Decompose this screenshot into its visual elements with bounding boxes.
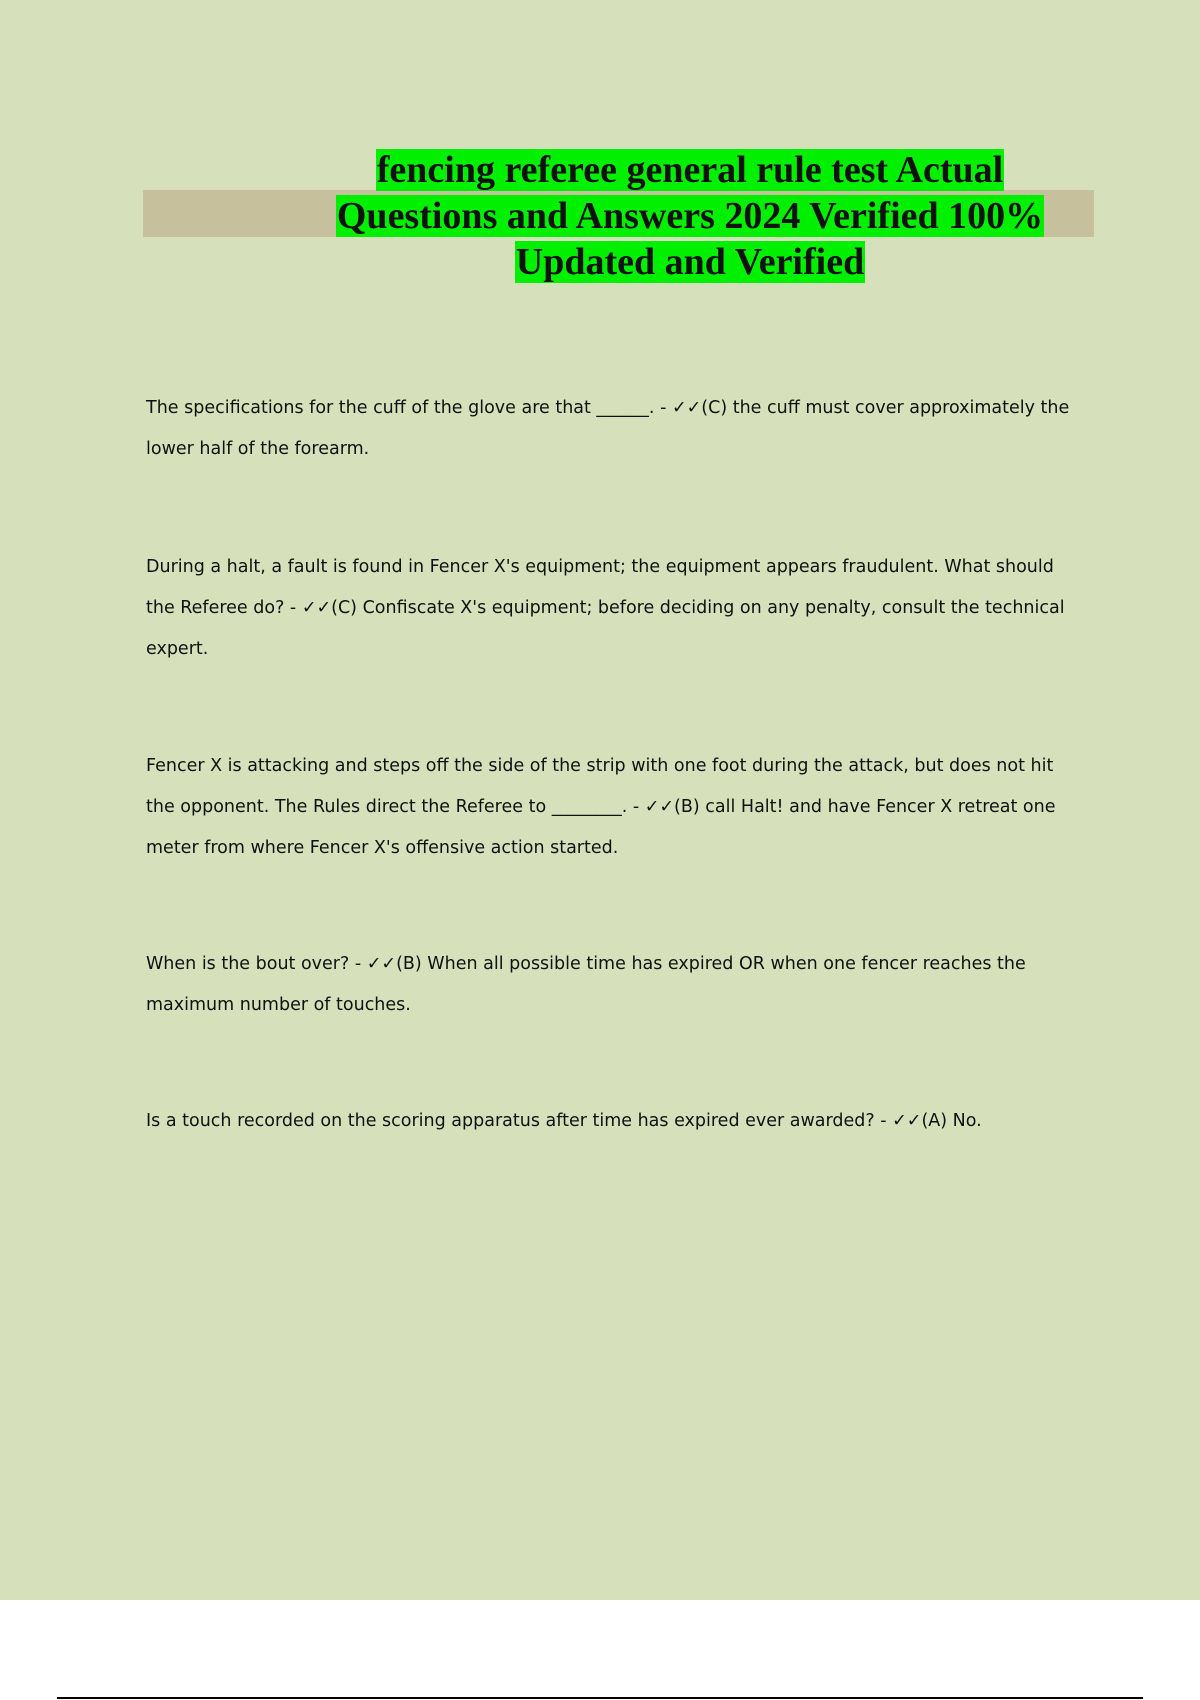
document-title-text: fencing referee general rule test Actual Questions and Answers 2024 Verified 100% Updated and Verified	[336, 149, 1044, 283]
qa-separator: -	[284, 598, 302, 618]
qa-item-2	[146, 547, 1086, 670]
qa-item-3	[146, 746, 1086, 869]
qa-item-5	[146, 1101, 1086, 1142]
question-text: Is a touch recorded on the scoring apparatus after time has expired ever awarded?	[146, 1111, 875, 1131]
question-text: Fencer X is attacking and steps off the side of the strip with one foot during the attack, but does not hit the opponent. The Rules direct the Referee to ________.	[146, 756, 1054, 817]
qa-separator: -	[349, 954, 367, 974]
qa-item-1	[146, 388, 1086, 470]
qa-separator: -	[627, 797, 645, 817]
answer-text: ✓✓(A) No.	[892, 1111, 982, 1131]
question-text: The specifications for the cuff of the glove are that ______.	[146, 398, 655, 418]
answer-text: ✓✓(B) When all possible time has expired OR when one fencer reaches the maximum number of touches.	[146, 954, 1026, 1015]
title-block	[150, 147, 1200, 285]
footer-divider	[57, 1697, 1143, 1699]
answer-text: ✓✓(C) Confiscate X's equipment; before deciding on any penalty, consult the technical expert.	[146, 598, 1065, 659]
document-title	[300, 147, 1080, 285]
question-text: During a halt, a fault is found in Fencer X's equipment; the equipment appears fraudulent. What should the Referee do?	[146, 557, 1054, 618]
qa-separator: -	[654, 398, 672, 418]
question-text: When is the bout over?	[146, 954, 350, 974]
answer-text: ✓✓(B) call Halt! and have Fencer X retreat one meter from where Fencer X's offensive action started.	[146, 797, 1056, 858]
answer-text: ✓✓(C) the cuff must cover approximately the lower half of the forearm.	[146, 398, 1070, 459]
qa-item-4	[146, 944, 1086, 1026]
qa-separator: -	[874, 1111, 893, 1131]
